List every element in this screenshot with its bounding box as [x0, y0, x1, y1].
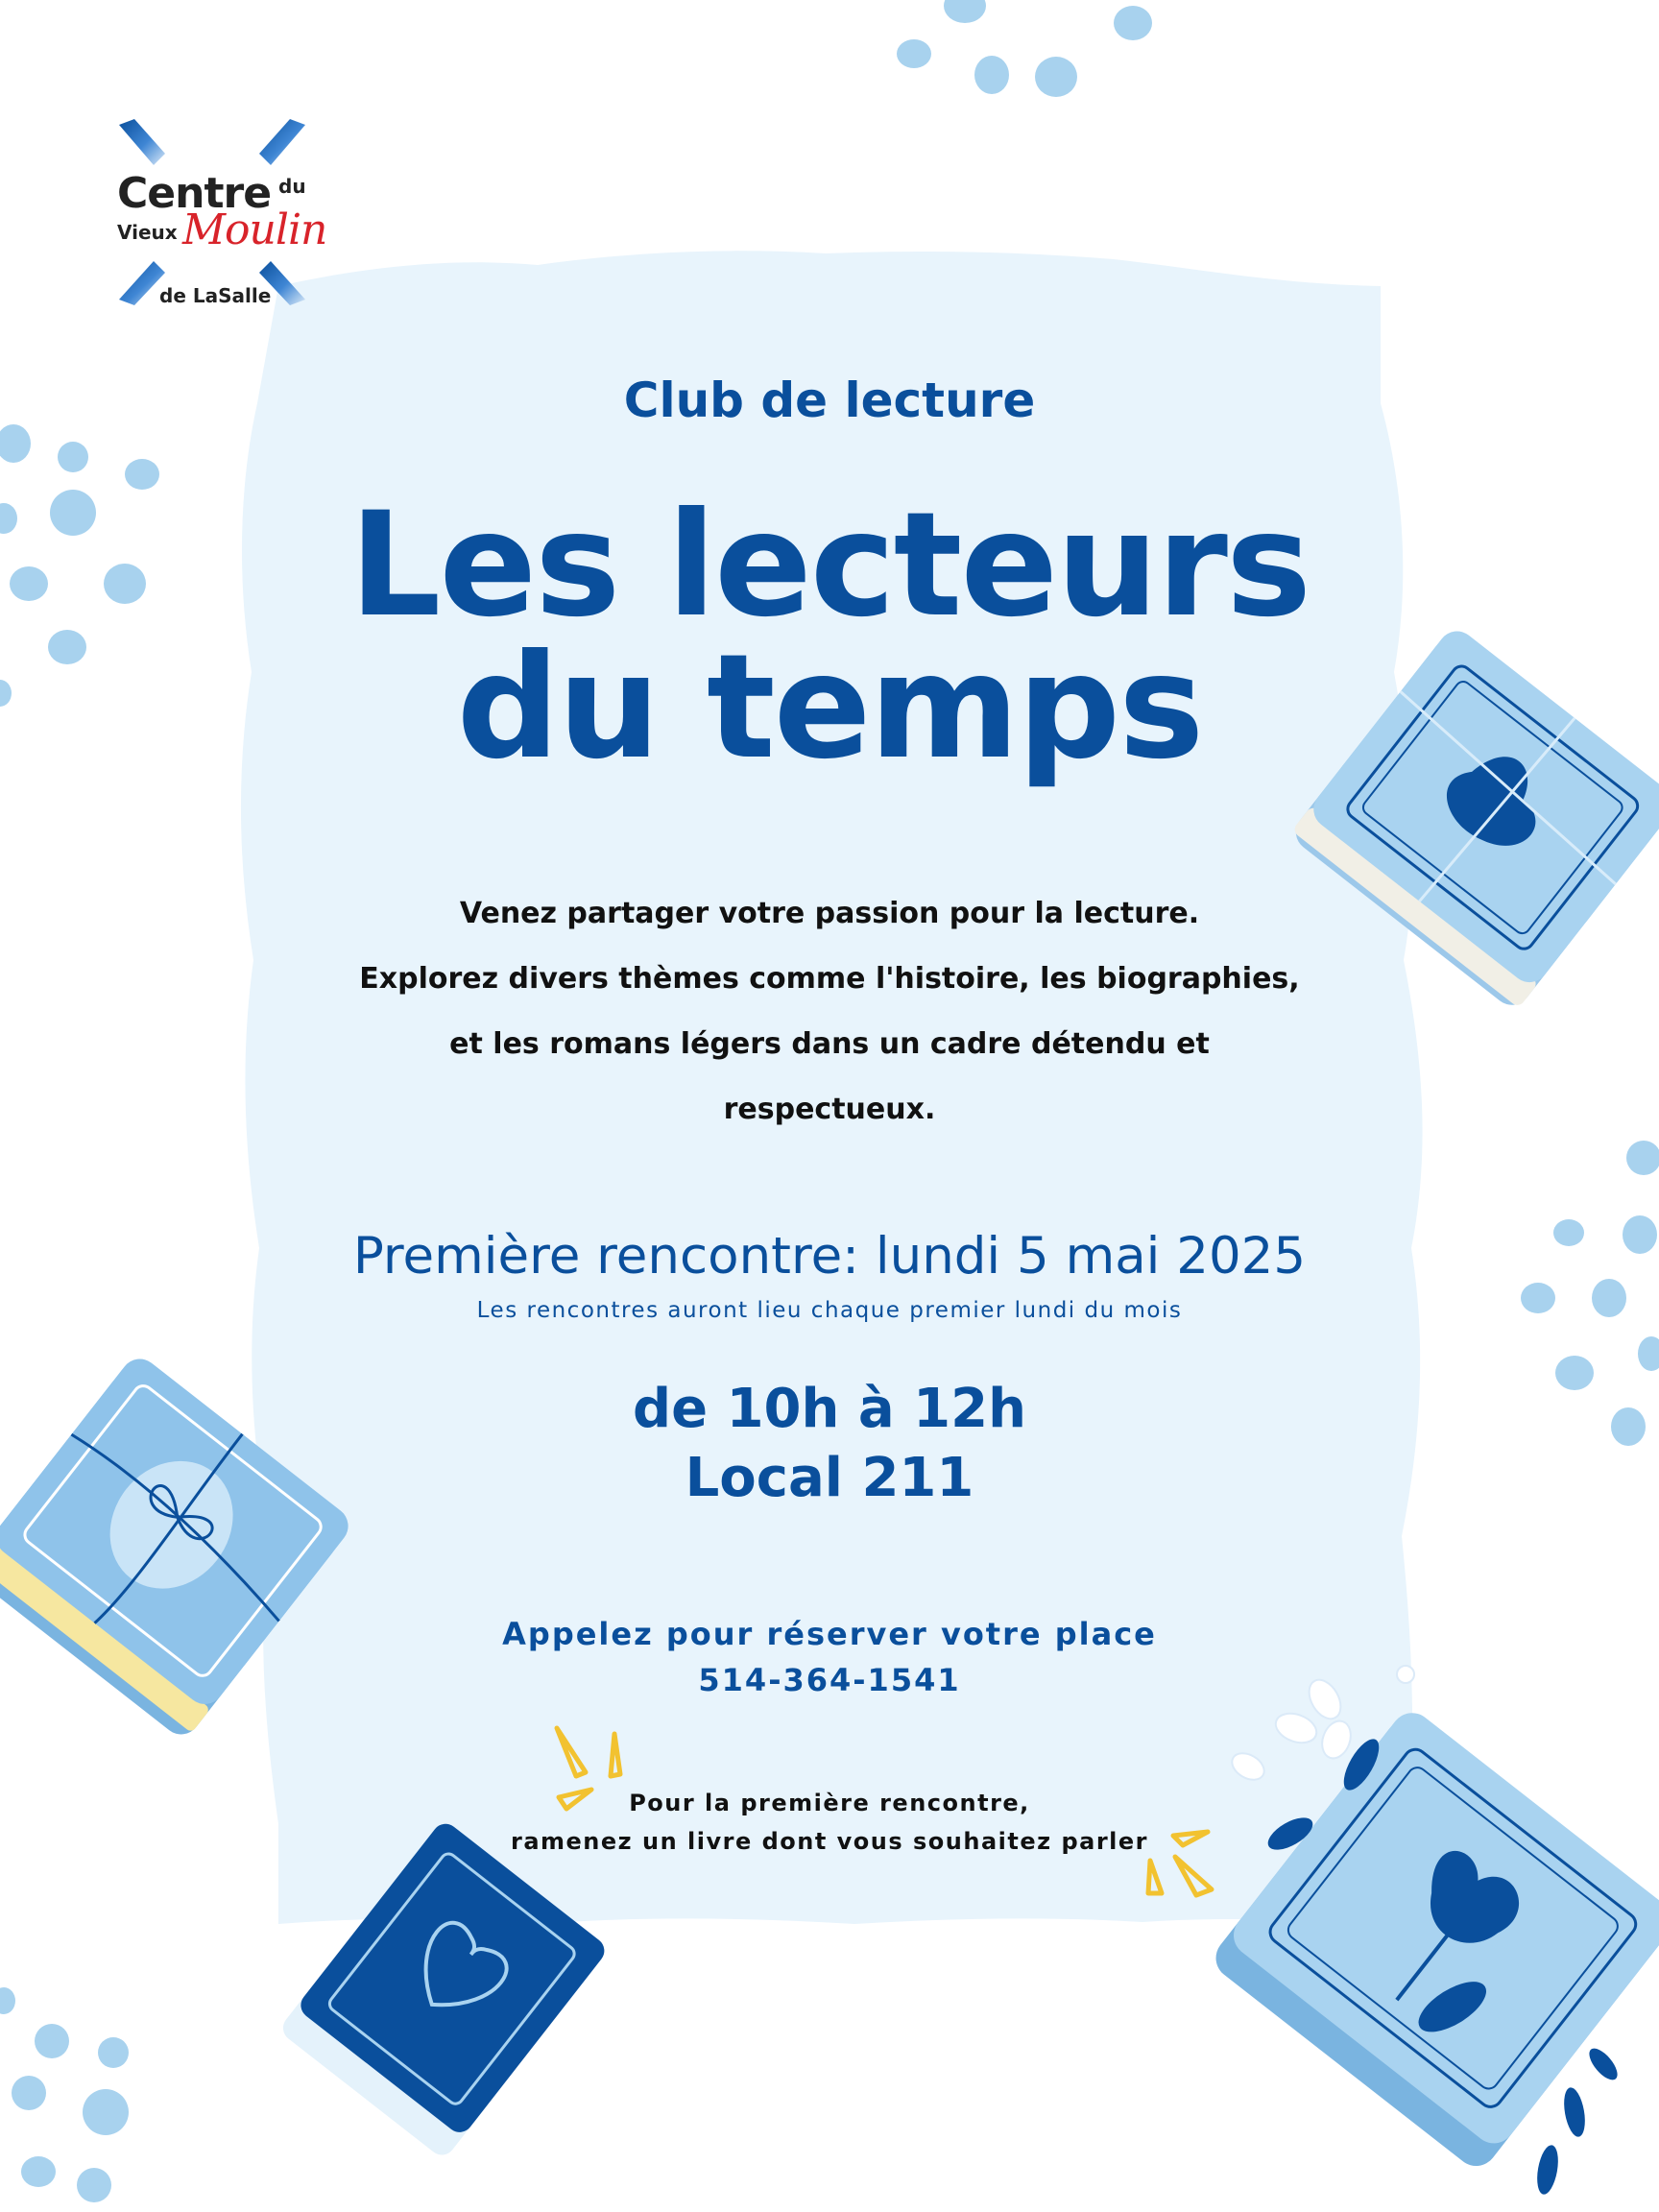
time-text: de 10h à 12h	[633, 1378, 1026, 1440]
logo-lasalle-text: de LaSalle	[159, 284, 272, 307]
title-line-2: du temps	[456, 624, 1203, 791]
time-and-room	[0, 1375, 1659, 1513]
bring-line-2: ramenez un livre dont vous souhaitez parler	[510, 1828, 1149, 1855]
schedule-note: Les rencontres auront lieu chaque premier lundi du mois	[476, 1298, 1183, 1323]
page-title	[0, 482, 1659, 791]
description	[0, 881, 1659, 1142]
subtitle: Club de lecture	[623, 373, 1036, 428]
logo-du-text: du	[278, 175, 306, 198]
description-line-1: Venez partager votre passion pour la lecture.	[459, 897, 1200, 930]
phone-number: 514-364-1541	[698, 1662, 961, 1698]
logo-moulin-text: Moulin	[182, 205, 327, 254]
bring-line-1: Pour la première rencontre,	[629, 1790, 1030, 1816]
bring-book-note	[0, 1784, 1659, 1861]
description-line-4: respectueux.	[723, 1093, 936, 1126]
room-text: Local 211	[685, 1447, 974, 1509]
call-to-action	[0, 1611, 1659, 1703]
logo-vieux-text: Vieux	[117, 221, 178, 244]
first-meeting: Première rencontre: lundi 5 mai 2025	[352, 1227, 1307, 1286]
dots-bottom-left	[0, 1987, 129, 2202]
logo	[113, 113, 325, 315]
description-line-2: Explorez divers thèmes comme l'histoire, les biographies,	[359, 962, 1300, 996]
description-line-3: et les romans légers dans un cadre détendu et	[449, 1027, 1210, 1061]
dots-top	[897, 0, 1152, 97]
title-line-1: Les lecteurs	[349, 482, 1310, 649]
logo-centre-text: Centre	[117, 169, 272, 218]
call-text: Appelez pour réserver votre place	[502, 1616, 1157, 1652]
